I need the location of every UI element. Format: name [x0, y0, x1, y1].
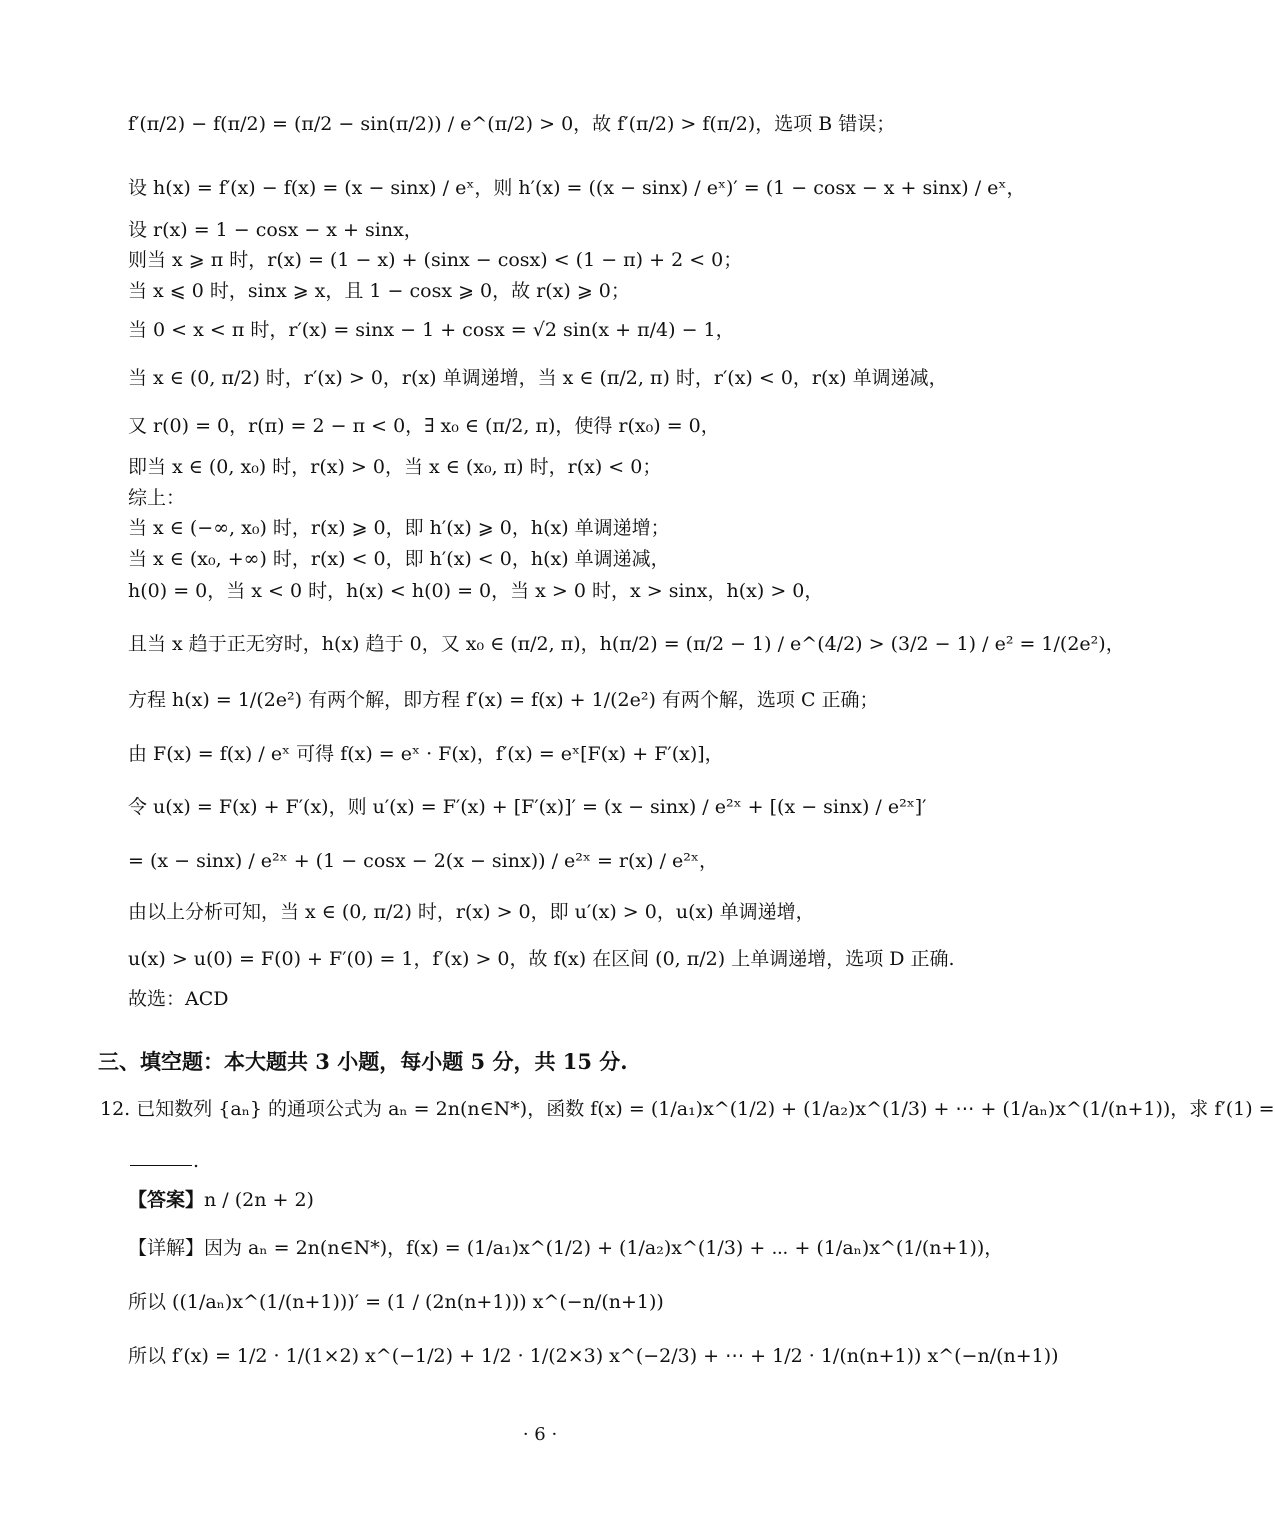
solution-line-19: 由以上分析可知，当 x ∈ (0, π/2) 时，r(x) > 0，即 u′(x) > 0，u(x) 单调递增，	[128, 901, 815, 923]
solution-line-2: 设 h(x) = f′(x) − f(x) = (x − sinx) / eˣ，则 h′(x) = ((x − sinx) / eˣ)′ = (1 − cosx − x + sinx) / eˣ，	[128, 177, 1026, 199]
solution-line-17: 令 u(x) = F(x) + F′(x)，则 u′(x) = F′(x) + [F′(x)]′ = (x − sinx) / e²ˣ + [(x − sinx) / e²ˣ]′	[128, 796, 927, 818]
answer-row	[128, 1188, 1040, 1212]
solution-line-8: 又 r(0) = 0，r(π) = 2 − π < 0，∃ x₀ ∈ (π/2, π)，使得 r(x₀) = 0，	[128, 415, 720, 437]
solution-line-15: 方程 h(x) = 1/(2e²) 有两个解，即方程 f′(x) = f(x) + 1/(2e²) 有两个解，选项 C 正确；	[128, 689, 879, 711]
answer-blank-period: .	[193, 1150, 200, 1172]
solution-line-21: 故选：ACD	[128, 988, 229, 1010]
section-heading: 三、填空题：本大题共 3 小题，每小题 5 分，共 15 分.	[98, 1049, 628, 1074]
solution-line-7: 当 x ∈ (0, π/2) 时，r′(x) > 0，r(x) 单调递增，当 x ∈ (π/2, π) 时，r′(x) < 0，r(x) 单调递减，	[128, 367, 948, 389]
answer-blank	[130, 1147, 192, 1166]
detail-line-1: 【详解】因为 aₙ = 2n(n∈N*)，f(x) = (1/a₁)x^(1/2) + (1/a₂)x^(1/3) + ⋯ + (1/aₙ)x^(1/(n+1))，	[128, 1237, 1004, 1259]
solution-line-13: h(0) = 0，当 x < 0 时，h(x) < h(0) = 0，当 x > 0 时，x > sinx，h(x) > 0，	[128, 580, 824, 602]
solution-line-6: 当 0 < x < π 时，r′(x) = sinx − 1 + cosx = √2 sin(x + π/4) − 1，	[128, 319, 735, 341]
solution-line-11: 当 x ∈ (−∞, x₀) 时，r(x) ⩾ 0，即 h′(x) ⩾ 0，h(x) 单调递增；	[128, 517, 670, 539]
page-number: · 6 ·	[522, 1424, 558, 1445]
question-12: 12. 已知数列 {aₙ} 的通项公式为 aₙ = 2n(n∈N*)，函数 f(x) = (1/a₁)x^(1/2) + (1/a₂)x^(1/3) + ⋯ + (1/aₙ)x^(1/(n+1))，求 f′(1) =	[100, 1098, 1275, 1120]
solution-line-9: 即当 x ∈ (0, x₀) 时，r(x) > 0，当 x ∈ (x₀, π) 时，r(x) < 0；	[128, 456, 662, 478]
answer-label: 【答案】	[128, 1189, 205, 1211]
detail-line-2: 所以 ((1/aₙ)x^(1/(n+1)))′ = (1 / (2n(n+1))) x^(−n/(n+1))	[128, 1291, 664, 1313]
solution-line-4: 则当 x ⩾ π 时，r(x) = (1 − x) + (sinx − cosx) < (1 − π) + 2 < 0；	[128, 249, 743, 271]
solution-line-5: 当 x ⩽ 0 时，sinx ⩾ x，且 1 − cosx ⩾ 0，故 r(x) ⩾ 0；	[128, 280, 630, 302]
solution-line-20: u(x) > u(0) = F(0) + F′(0) = 1，f′(x) > 0，故 f(x) 在区间 (0, π/2) 上单调递增，选项 D 正确.	[128, 948, 955, 970]
solution-line-12: 当 x ∈ (x₀, +∞) 时，r(x) < 0，即 h′(x) < 0，h(x) 单调递减，	[128, 548, 670, 570]
solution-line-16: 由 F(x) = f(x) / eˣ 可得 f(x) = eˣ · F(x)，f′(x) = eˣ[F(x) + F′(x)]，	[128, 743, 724, 765]
solution-line-10: 综上：	[128, 487, 186, 509]
answer-value: n / (2n + 2)	[204, 1189, 314, 1211]
solution-line-18: = (x − sinx) / e²ˣ + (1 − cosx − 2(x − sinx)) / e²ˣ = r(x) / e²ˣ，	[128, 850, 718, 872]
solution-line-3: 设 r(x) = 1 − cosx − x + sinx，	[128, 219, 423, 241]
detail-line-3: 所以 f′(x) = 1/2 · 1/(1×2) x^(−1/2) + 1/2 · 1/(2×3) x^(−2/3) + ⋯ + 1/2 · 1/(n(n+1)) x^(−n/(n+1))	[128, 1345, 1059, 1367]
solution-line-14: 且当 x 趋于正无穷时，h(x) 趋于 0，又 x₀ ∈ (π/2, π)，h(π/2) = (π/2 − 1) / e^(4/2) > (3/2 − 1) / e² = 1/(2e²)，	[128, 633, 1125, 655]
solution-line-1: f′(π/2) − f(π/2) = (π/2 − sin(π/2)) / e^(π/2) > 0，故 f′(π/2) > f(π/2)，选项 B 错误；	[128, 113, 896, 135]
